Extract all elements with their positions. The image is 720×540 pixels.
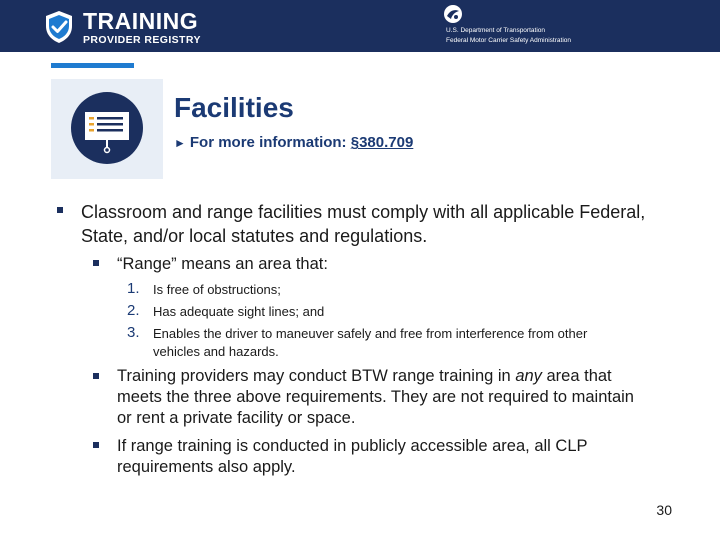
- numbered-item-3-number: 3.: [127, 324, 140, 341]
- header-bar: [0, 0, 720, 52]
- accent-line: [51, 63, 134, 68]
- bullet-marker: [57, 207, 63, 213]
- bullet-marker: [93, 260, 99, 266]
- numbered-item-2-number: 2.: [127, 302, 140, 319]
- dot-logo-icon: [443, 4, 463, 24]
- numbered-item-1-number: 1.: [127, 280, 140, 297]
- logo-title: TRAINING: [83, 8, 199, 34]
- sub-bullet-2-text: Training providers may conduct BTW range training in any area that meets the three above requirements. They are not required to maintain or rent a private facility or space.: [117, 367, 634, 427]
- numbered-item-2-text: Has adequate sight lines; and: [153, 304, 325, 319]
- main-bullet-text: Classroom and range facilities must comply with all applicable Federal, State, and/or local statutes and regulations.: [81, 202, 646, 246]
- more-info: [174, 134, 413, 152]
- presentation-board-icon: [71, 92, 143, 164]
- more-info-label: For more information:: [189, 134, 347, 151]
- agency-name-line2: Federal Motor Carrier Safety Administration: [446, 37, 571, 44]
- sub-bullet-1-text: “Range” means an area that:: [117, 255, 328, 273]
- slide-title: Facilities: [174, 92, 294, 123]
- sub-bullet-3-text: If range training is conducted in publicly accessible area, all CLP requirements also apply.: [117, 437, 588, 476]
- page-number: 30: [656, 502, 672, 518]
- arrow-right-icon: ►: [174, 136, 186, 150]
- numbered-item-3-text: Enables the driver to maneuver safely and free from interference from other vehicles and hazards.: [153, 326, 588, 359]
- icon-panel: [51, 79, 163, 179]
- shield-check-icon: [44, 10, 74, 44]
- numbered-item-1-text: Is free of obstructions;: [153, 282, 281, 297]
- bullet-marker: [93, 373, 99, 379]
- agency-name-line1: U.S. Department of Transportation: [446, 27, 545, 34]
- bullet-marker: [93, 442, 99, 448]
- regulation-link[interactable]: §380.709: [350, 134, 414, 151]
- logo-subtitle: PROVIDER REGISTRY: [83, 34, 201, 46]
